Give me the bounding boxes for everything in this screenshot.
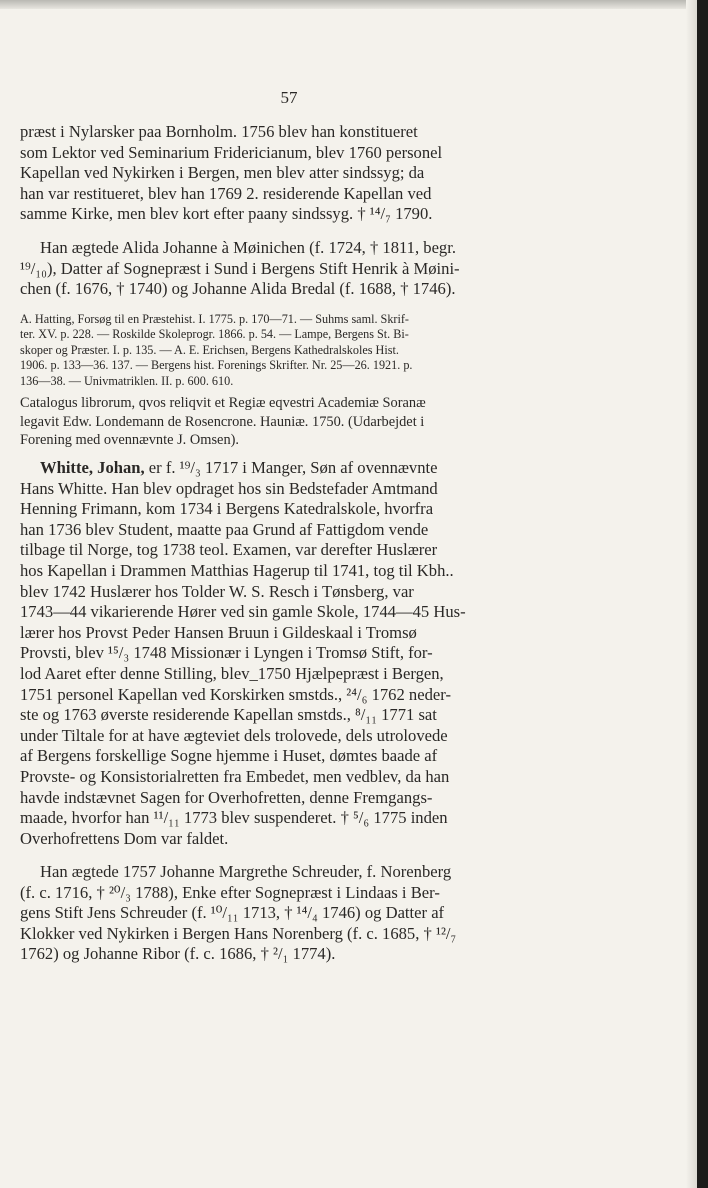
text-line: ¹⁹/₁₀), Datter af Sognepræst i Sund i Bergens Stift Henrik à Møini- — [20, 258, 460, 278]
text-line: Overhofrettens Dom var faldet. — [20, 828, 229, 848]
biography-whitte — [20, 458, 540, 849]
text-line: maade, hvorfor han ¹¹/₁₁ 1773 blev suspenderet. † ⁵/₆ 1775 inden — [20, 808, 448, 828]
text-line: Henning Frimann, kom 1734 i Bergens Katedralskole, hvorfra — [20, 499, 434, 519]
text-line: (f. c. 1716, † ²⁰/₃ 1788), Enke efter Sognepræst i Lindaas i Ber- — [20, 882, 440, 902]
text-line: Forening med ovennævnte J. Omsen). — [20, 432, 240, 449]
text-line: lærer hos Provst Peder Hansen Bruun i Gildeskaal i Tromsø — [20, 622, 417, 642]
text-line: Catalogus librorum, qvos reliqvit et Regiæ eqvestri Academiæ Soranæ — [20, 395, 426, 411]
text-line: som Lektor ved Seminarium Fridericianum, blev 1760 personel — [20, 142, 443, 162]
references — [20, 312, 540, 389]
text-line: Hans Whitte. Han blev opdraget hos sin Bedstefader Amtmand — [20, 478, 438, 498]
reference-line: A. Hatting, Forsøg til en Præstehist. I. 1775. p. 170—71. — Suhms saml. Skrif- — [20, 312, 409, 326]
page-top-edge — [0, 0, 697, 9]
text-line: chen (f. 1676, † 1740) og Johanne Alida Bredal (f. 1688, † 1746). — [20, 279, 456, 299]
text-line: legavit Edw. Londemann de Rosencrone. Hauniæ. 1750. (Udarbejdet i — [20, 413, 425, 430]
catalogue-entry — [20, 394, 540, 450]
entry-name: Whitte, Johan, — [40, 458, 145, 477]
text-line: han var restitueret, blev han 1769 2. residerende Kapellan ved — [20, 183, 432, 203]
text-line: hos Kapellan i Drammen Matthias Hagerup til 1741, tog til Kbh.. — [20, 560, 454, 580]
text-line: tilbage til Norge, tog 1738 teol. Examen, var derefter Huslærer — [20, 540, 438, 560]
text-fragment: er f. ¹⁹/₃ 1717 i Manger, Søn af ovennævnte — [144, 458, 438, 477]
text-line: Provsti, blev ¹⁵/₃ 1748 Missionær i Lyngen i Tromsø Stift, for- — [20, 643, 433, 663]
text-line: Kapellan ved Nykirken i Bergen, men blev atter sindssyg; da — [20, 163, 425, 183]
reference-line: 1906. p. 133—36. 137. — Bergens hist. Forenings Skrifter. Nr. 25—26. 1921. p. — [20, 358, 413, 373]
text-line: 1743—44 vikarierende Hører ved sin gamle Skole, 1744—45 Hus- — [20, 602, 466, 622]
text-line: af Bergens forskellige Sogne hjemme i Huset, dømtes baade af — [20, 746, 438, 766]
reference-line: 136—38. — Univmatriklen. II. p. 600. 610. — [20, 373, 234, 388]
page-number: 57 — [280, 88, 298, 107]
reference-line: skoper og Præster. I. p. 135. — A. E. Erichsen, Bergens Kathedralskoles Hist. — [20, 342, 399, 357]
text-line: gens Stift Jens Schreuder (f. ¹⁰/₁₁ 1713, † ¹⁴/₄ 1746) og Datter af — [20, 903, 445, 923]
text-line: lod Aaret efter denne Stilling, blev_1750 Hjælpepræst i Bergen, — [20, 663, 444, 683]
text-line: havde indstævnet Sagen for Overhofretten, denne Fremgangs- — [20, 787, 433, 807]
text-line: Han ægtede 1757 Johanne Margrethe Schreuder, f. Norenberg — [40, 862, 452, 881]
text-line: Provste- og Konsistorialretten fra Embedet, men vedblev, da han — [20, 766, 450, 786]
paragraph-career-continued — [20, 122, 540, 225]
reference-line: ter. XV. p. 228. — Roskilde Skoleprogr. 1866. p. 54. — Lampe, Bergens St. Bi- — [20, 327, 409, 342]
page-right-edge — [686, 0, 697, 1188]
text-line — [20, 458, 540, 479]
text-line: præst i Nylarsker paa Bornholm. 1756 blev han konstitueret — [20, 122, 418, 141]
text-line: han 1736 blev Student, maatte paa Grund af Fattigdom vende — [20, 519, 429, 539]
text-line: blev 1742 Huslærer hos Tolder W. S. Resch i Tønsberg, var — [20, 581, 414, 601]
text-line: 1751 personel Kapellan ved Korskirken smstds., ²⁴/₆ 1762 neder- — [20, 684, 451, 704]
paragraph-second-marriage — [20, 862, 540, 965]
text-line: 1762) og Johanne Ribor (f. c. 1686, † ²/₁ 1774). — [20, 944, 336, 964]
text-line: Klokker ved Nykirken i Bergen Hans Norenberg (f. c. 1685, † ¹²/₇ — [20, 923, 457, 943]
text-line: ste og 1763 øverste residerende Kapellan smstds., ⁸/₁₁ 1771 sat — [20, 705, 437, 725]
text-line: Han ægtede Alida Johanne à Møinichen (f. 1724, † 1811, begr. — [40, 238, 456, 257]
text-line: under Tiltale for at have ægteviet dels trolovede, dels utrolovede — [20, 725, 448, 745]
text-line: samme Kirke, men blev kort efter paany sindssyg. † ¹⁴/₇ 1790. — [20, 204, 433, 224]
paragraph-marriage — [20, 238, 540, 300]
